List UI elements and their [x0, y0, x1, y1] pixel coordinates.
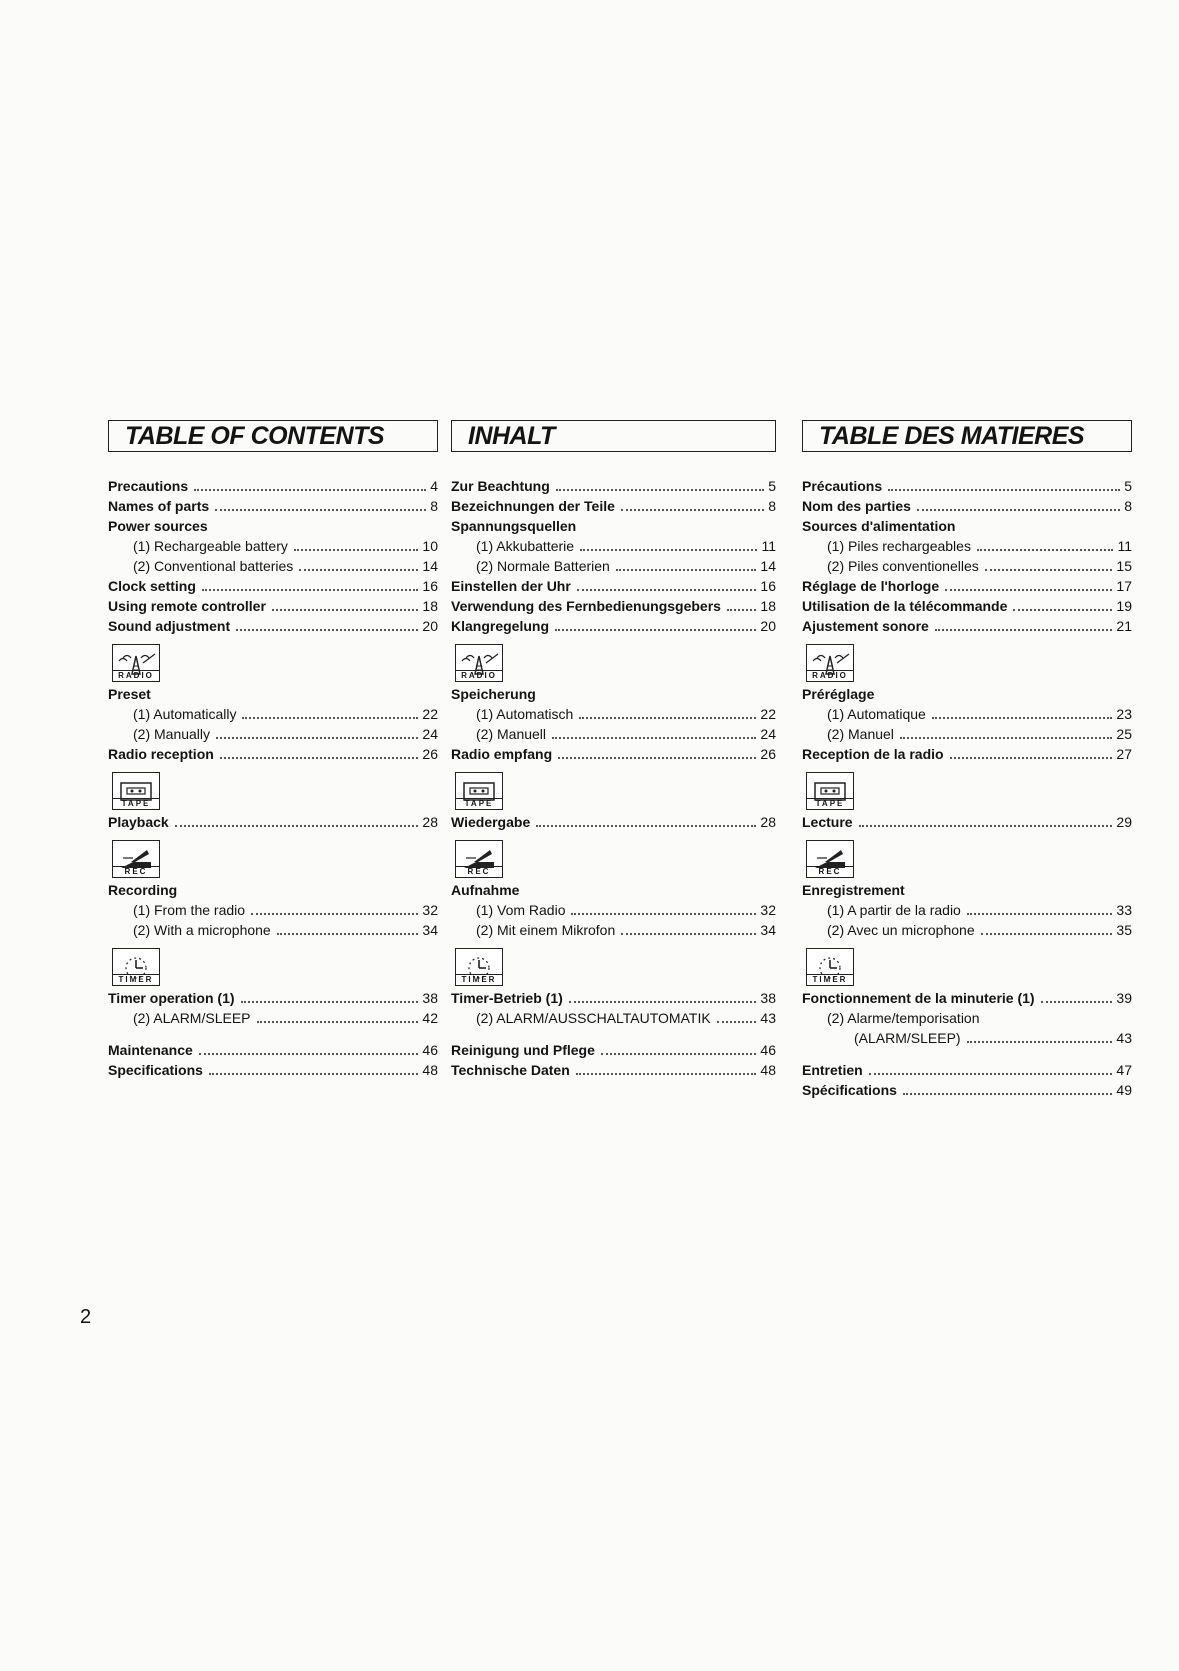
toc-entry-page: 20 [760, 618, 776, 634]
toc-entry-title: (2) Avec un microphone [827, 922, 975, 938]
toc-entry-title: Lecture [802, 814, 853, 830]
toc-entry-page: 26 [760, 746, 776, 762]
toc-entry-title: (1) Piles rechargeables [827, 538, 971, 554]
toc-entry[interactable] [108, 476, 438, 496]
dot-leader [967, 913, 1113, 915]
dot-leader [900, 737, 1113, 739]
tape-icon [806, 772, 854, 810]
toc-entry-page: 18 [760, 598, 776, 614]
toc-entry-page: 46 [422, 1042, 438, 1058]
toc-entry-title: Utilisation de la télécommande [802, 598, 1008, 614]
toc-entry[interactable] [108, 1040, 438, 1060]
toc-entry[interactable] [802, 496, 1132, 516]
toc-entry-page: 16 [760, 578, 776, 594]
toc-entry-title: (2) Normale Batterien [476, 558, 610, 574]
dot-leader [935, 629, 1113, 631]
toc-entry-page: 42 [422, 1010, 438, 1026]
icon-label: TAPE [113, 798, 159, 809]
toc-entry-page: 46 [760, 1042, 776, 1058]
toc-entry-title: (1) Rechargeable battery [133, 538, 288, 554]
toc-entry-page: 48 [760, 1062, 776, 1078]
toc-entry[interactable] [451, 556, 776, 576]
toc-entry[interactable] [802, 880, 1132, 900]
toc-entry-title: (ALARM/SLEEP) [854, 1030, 961, 1046]
toc-entry-page: 14 [760, 558, 776, 574]
toc-entry[interactable] [451, 920, 776, 940]
toc-entry[interactable] [451, 724, 776, 744]
toc-entry-page: 20 [422, 618, 438, 634]
toc-entry-title: Names of parts [108, 498, 210, 514]
toc-entry-title: (2) Alarme/temporisation [827, 1010, 980, 1026]
toc-entry-page: 10 [422, 538, 438, 554]
dot-leader [194, 489, 426, 491]
toc-entry[interactable] [802, 812, 1132, 832]
toc-entry[interactable] [802, 536, 1132, 556]
toc-entry[interactable] [802, 1028, 1132, 1048]
toc-entry-page: 17 [1116, 578, 1132, 594]
dot-leader [209, 1073, 419, 1075]
dot-leader [1041, 1001, 1113, 1003]
toc-entry-title: Technische Daten [451, 1062, 570, 1078]
dot-leader [1013, 609, 1112, 611]
toc-column-german [451, 420, 776, 1080]
toc-entry-title: Specifications [108, 1062, 203, 1078]
toc-entry-page: 24 [422, 726, 438, 742]
dot-leader [977, 549, 1113, 551]
toc-entry-title: (2) Manuel [827, 726, 894, 742]
toc-entry-title: Reception de la radio [802, 746, 944, 762]
toc-entry[interactable] [108, 704, 438, 724]
section-heading [108, 420, 438, 452]
toc-entry[interactable] [802, 920, 1132, 940]
toc-entry-page: 23 [1116, 706, 1132, 722]
toc-entry-title: Einstellen der Uhr [451, 578, 571, 594]
toc-entry-title: (2) Piles conventionelles [827, 558, 979, 574]
dot-leader [859, 825, 1113, 827]
toc-entry[interactable] [802, 704, 1132, 724]
toc-entry-title: Playback [108, 814, 169, 830]
dot-leader [272, 609, 419, 611]
icon-label: RADIO [807, 670, 853, 681]
toc-entry[interactable] [802, 516, 1132, 536]
toc-entry-page: 48 [422, 1062, 438, 1078]
radio-icon [455, 644, 503, 682]
toc-entry-title: Enregistrement [802, 882, 905, 898]
toc-entry-page: 26 [422, 746, 438, 762]
toc-entry-title: Bezeichnungen der Teile [451, 498, 615, 514]
toc-entry[interactable] [451, 744, 776, 764]
spacer [802, 1048, 1132, 1060]
toc-entry-title: (2) Manuell [476, 726, 547, 742]
dot-leader [577, 589, 757, 591]
toc-entry-title: Radio reception [108, 746, 214, 762]
dot-leader [888, 489, 1120, 491]
toc-entry[interactable] [108, 812, 438, 832]
toc-entry-title: Preset [108, 686, 151, 702]
toc-entry-page: 32 [422, 902, 438, 918]
toc-entry[interactable] [108, 1060, 438, 1080]
toc-entry-title: (1) A partir de la radio [827, 902, 961, 918]
toc-entry[interactable] [451, 684, 776, 704]
toc-entry-page: 22 [422, 706, 438, 722]
toc-entry[interactable] [108, 988, 438, 1008]
toc-entry-title: Entretien [802, 1062, 863, 1078]
toc-entry-title: (1) Automatisch [476, 706, 574, 722]
toc-entry-title: (2) Conventional batteries [133, 558, 294, 574]
toc-entry-page: 38 [422, 990, 438, 1006]
section-heading [802, 420, 1132, 452]
toc-entry-title: Aufnahme [451, 882, 520, 898]
toc-entry[interactable] [802, 476, 1132, 496]
spacer [451, 1028, 776, 1040]
icon-label: RADIO [456, 670, 502, 681]
toc-entry[interactable] [108, 556, 438, 576]
section-heading-text: TABLE OF CONTENTS [125, 421, 385, 450]
toc-entry-title: Speicherung [451, 686, 536, 702]
toc-column-french [802, 420, 1132, 1100]
toc-entry-page: 11 [761, 538, 776, 554]
toc-entry[interactable] [108, 880, 438, 900]
dot-leader [616, 569, 757, 571]
toc-entry-title: (1) Vom Radio [476, 902, 566, 918]
dot-leader [257, 1021, 419, 1023]
dot-leader [552, 737, 756, 739]
toc-entry-title: Radio empfang [451, 746, 553, 762]
toc-entry-title: Recording [108, 882, 178, 898]
toc-entry-page: 16 [422, 578, 438, 594]
dot-leader [242, 717, 418, 719]
toc-entry-page: 11 [1117, 538, 1132, 554]
icon-label: REC [807, 866, 853, 877]
toc-entry[interactable] [108, 1008, 438, 1028]
tape-icon [112, 772, 160, 810]
toc-entry-title: (2) ALARM/SLEEP [133, 1010, 251, 1026]
toc-entry-title: Verwendung des Fernbedienungsgebers [451, 598, 721, 614]
dot-leader [251, 913, 418, 915]
toc-entry[interactable] [802, 1080, 1132, 1100]
toc-entry[interactable] [451, 812, 776, 832]
dot-leader [536, 825, 756, 827]
toc-entry[interactable] [802, 556, 1132, 576]
toc-entry[interactable] [451, 1008, 776, 1028]
toc-entry-title: (2) ALARM/AUSSCHALTAUTOMATIK [476, 1010, 711, 1026]
toc-entry-page: 5 [768, 478, 776, 494]
toc-entry-title: (1) Automatically [133, 706, 237, 722]
icon-label: TAPE [456, 798, 502, 809]
icon-label: TIMER [113, 974, 159, 985]
timer-icon [112, 948, 160, 986]
dot-leader [985, 569, 1113, 571]
toc-entry-page: 21 [1116, 618, 1132, 634]
toc-entry-page: 33 [1116, 902, 1132, 918]
toc-entry-page: 27 [1116, 746, 1132, 762]
toc-entry[interactable] [451, 536, 776, 556]
toc-entry-title: Sound adjustment [108, 618, 231, 634]
toc-entry[interactable] [802, 1008, 1132, 1028]
toc-entry-page: 8 [430, 498, 438, 514]
dot-leader [241, 1001, 419, 1003]
dot-leader [621, 933, 756, 935]
toc-entry[interactable] [451, 596, 776, 616]
dot-leader [967, 1041, 1113, 1043]
toc-entry-page: 32 [760, 902, 776, 918]
section-heading [451, 420, 776, 452]
toc-entry[interactable] [108, 920, 438, 940]
rec-icon [112, 840, 160, 878]
toc-entry[interactable] [802, 1060, 1132, 1080]
toc-entry-title: Nom des parties [802, 498, 911, 514]
toc-entry-page: 28 [760, 814, 776, 830]
toc-entry-title: (2) Manually [133, 726, 211, 742]
toc-entry[interactable] [108, 616, 438, 636]
toc-entry-page: 34 [422, 922, 438, 938]
dot-leader [580, 549, 757, 551]
dot-leader [945, 589, 1112, 591]
toc-entry-page: 35 [1116, 922, 1132, 938]
toc-entry[interactable] [451, 1060, 776, 1080]
toc-entry-title: Précautions [802, 478, 883, 494]
toc-entry-title: Spannungsquellen [451, 518, 577, 534]
toc-entry[interactable] [451, 516, 776, 536]
toc-entry-page: 4 [430, 478, 438, 494]
toc-entry-page: 43 [760, 1010, 776, 1026]
dot-leader [220, 757, 419, 759]
dot-leader [727, 609, 756, 611]
toc-entry-title: Fonctionnement de la minuterie (1) [802, 990, 1035, 1006]
toc-entry[interactable] [802, 596, 1132, 616]
toc-entry[interactable] [451, 616, 776, 636]
toc-entry[interactable] [451, 496, 776, 516]
dot-leader [202, 589, 419, 591]
timer-icon [806, 948, 854, 986]
toc-entry[interactable] [802, 724, 1132, 744]
toc-entry-title: Ajustement sonore [802, 618, 929, 634]
toc-entry-page: 8 [768, 498, 776, 514]
toc-entry[interactable] [108, 536, 438, 556]
toc-entry-title: Réglage de l'horloge [802, 578, 940, 594]
dot-leader [601, 1053, 757, 1055]
toc-entry[interactable] [451, 900, 776, 920]
toc-entry-title: Precautions [108, 478, 189, 494]
page-number: 2 [80, 1306, 92, 1328]
toc-entry-page: 18 [422, 598, 438, 614]
rec-icon [455, 840, 503, 878]
toc-entry[interactable] [802, 576, 1132, 596]
dot-leader [215, 509, 426, 511]
dot-leader [981, 933, 1113, 935]
section-heading-text: INHALT [468, 421, 555, 450]
toc-entry-title: (1) Automatique [827, 706, 926, 722]
dot-leader [903, 1093, 1113, 1095]
icon-label: TAPE [807, 798, 853, 809]
toc-entry-page: 29 [1116, 814, 1132, 830]
toc-entry[interactable] [108, 900, 438, 920]
radio-icon [112, 644, 160, 682]
toc-entry[interactable] [108, 496, 438, 516]
icon-label: REC [113, 866, 159, 877]
toc-entry[interactable] [451, 576, 776, 596]
section-heading-text: TABLE DES MATIERES [819, 421, 1085, 450]
dot-leader [569, 1001, 757, 1003]
dot-leader [576, 1073, 757, 1075]
icon-label: RADIO [113, 670, 159, 681]
toc-entry-title: Using remote controller [108, 598, 266, 614]
dot-leader [869, 1073, 1113, 1075]
toc-entry[interactable] [802, 616, 1132, 636]
toc-entry-page: 43 [1116, 1030, 1132, 1046]
toc-column-english [108, 420, 438, 1080]
toc-entry-page: 49 [1116, 1082, 1132, 1098]
rec-icon [806, 840, 854, 878]
toc-entry-page: 38 [760, 990, 776, 1006]
toc-entry[interactable] [451, 988, 776, 1008]
toc-entry-title: Wiedergabe [451, 814, 531, 830]
dot-leader [571, 913, 756, 915]
timer-icon [455, 948, 503, 986]
toc-entry[interactable] [108, 684, 438, 704]
toc-entry-title: Maintenance [108, 1042, 193, 1058]
toc-entry-page: 24 [760, 726, 776, 742]
tape-icon [455, 772, 503, 810]
dot-leader [917, 509, 1120, 511]
icon-label: REC [456, 866, 502, 877]
toc-entry-title: Sources d'alimentation [802, 518, 956, 534]
spacer [108, 1028, 438, 1040]
toc-entry-title: (2) Mit einem Mikrofon [476, 922, 616, 938]
toc-entry[interactable] [108, 516, 438, 536]
dot-leader [555, 629, 756, 631]
toc-entry[interactable] [108, 744, 438, 764]
toc-entry[interactable] [108, 576, 438, 596]
dot-leader [556, 489, 764, 491]
toc-entry-page: 8 [1124, 498, 1132, 514]
toc-entry-page: 28 [422, 814, 438, 830]
toc-entry-page: 34 [760, 922, 776, 938]
toc-entry[interactable] [108, 596, 438, 616]
toc-entry-title: Spécifications [802, 1082, 897, 1098]
icon-label: TIMER [807, 974, 853, 985]
dot-leader [621, 509, 764, 511]
toc-entry-page: 22 [760, 706, 776, 722]
toc-entry-page: 39 [1116, 990, 1132, 1006]
toc-entry-title: Clock setting [108, 578, 196, 594]
toc-entry[interactable] [802, 900, 1132, 920]
toc-entry[interactable] [451, 880, 776, 900]
dot-leader [199, 1053, 419, 1055]
dot-leader [717, 1021, 757, 1023]
dot-leader [216, 737, 418, 739]
toc-entry[interactable] [451, 1040, 776, 1060]
dot-leader [175, 825, 419, 827]
toc-entry-page: 5 [1124, 478, 1132, 494]
dot-leader [558, 757, 756, 759]
toc-entry[interactable] [451, 704, 776, 724]
toc-entry-title: Timer-Betrieb (1) [451, 990, 563, 1006]
toc-entry-title: Zur Beachtung [451, 478, 550, 494]
toc-entry-page: 47 [1116, 1062, 1132, 1078]
toc-entry-title: Timer operation (1) [108, 990, 235, 1006]
toc-entry[interactable] [802, 744, 1132, 764]
toc-entry-title: Power sources [108, 518, 208, 534]
toc-entry-title: (2) With a microphone [133, 922, 271, 938]
toc-entry-title: Klangregelung [451, 618, 550, 634]
dot-leader [932, 717, 1113, 719]
toc-entry-page: 25 [1116, 726, 1132, 742]
dot-leader [236, 629, 418, 631]
radio-icon [806, 644, 854, 682]
dot-leader [299, 569, 418, 571]
dot-leader [277, 933, 419, 935]
toc-entry-title: Préréglage [802, 686, 875, 702]
toc-entry-title: Reinigung und Pflege [451, 1042, 595, 1058]
toc-entry-page: 14 [422, 558, 438, 574]
toc-entry[interactable] [802, 684, 1132, 704]
dot-leader [294, 549, 419, 551]
toc-entry-page: 19 [1116, 598, 1132, 614]
toc-entry-title: (1) Akkubatterie [476, 538, 575, 554]
toc-entry[interactable] [451, 476, 776, 496]
toc-entry-title: (1) From the radio [133, 902, 246, 918]
icon-label: TIMER [456, 974, 502, 985]
toc-entry-page: 15 [1116, 558, 1132, 574]
dot-leader [579, 717, 756, 719]
dot-leader [950, 757, 1113, 759]
toc-entry[interactable] [108, 724, 438, 744]
toc-entry[interactable] [802, 988, 1132, 1008]
